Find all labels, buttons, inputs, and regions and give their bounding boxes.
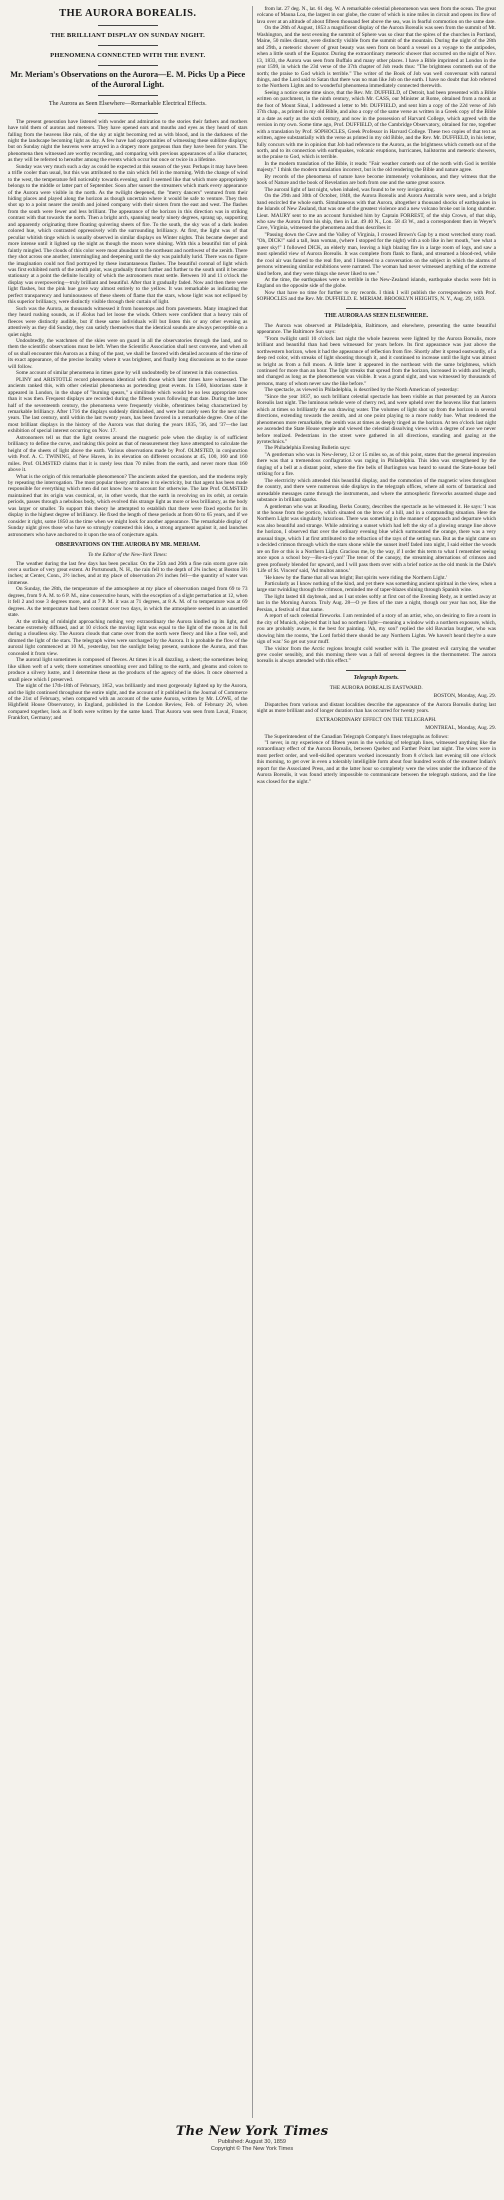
paragraph: On the 29th and 30th of October, 1848, the Aurora Borealis and Aurora Australis were seen, and a bright band encircled the whole earth. Simultaneous with that Aurora, altogether a thousand shocks of earthquakes in the Islands of New Zealand, that was one of the greatest violence and a new volcano broke out in long slumber. Lieut. MAURY sent to me an account furnished him by Captain FORREST, of the ship Crown, of that ship, who saw the Aurora from his ship, then in Lat. 49 40 N., Lon. 58 43 W., and a correspondent then in Weyer's Cave, Virginia, witnessed the phenomena and thus describes it: (256, 193, 496, 232)
paragraph: Sunday was very much such a day as could be expected at this season of the year. Perhaps it may have been a trifle cooler than usual, but this was attributed to the rain which fell in the morning. With the change of wind to the west, the temperature fell noticeably towards evening, until it seemed like that which more appropriately belongs to the middle or latter part of September. Soon after sunset the streamers which mark every appearance of the Aurora were visible in the north. As the twilight deepened, the "merry dancers" ventured from their hiding places and played along the horizon as though uncertain where it would be safe to venture. They then shot up to a point nearer the zenith and joined company with their sisters from the east and west. The flashes from the south were fewer and less brilliant. The appearance of the horizon in this direction was in striking contrast with that towards the north. Then a bright arch, spanning nearly ninety degrees, sprang up, supporting and apparently originating three floating quivering sheets of fire. To the south, the sky was of a dark leaden colored hue, which contrasted oppressively with the surrounding brilliancy. At first, the light was of that peculiar whitish tinge which is usually observed in similar displays on Winter nights. This became deeper and more intense until it lighted up the night as though the moon were shining. With this a beautiful tint of pink faintly mingled. The clouds of this color were most abundant to the northeast and northwest of the zenith. There they shot across one another, intermingling and deepening until the sky was painfully lurid. There was no figure the imagination could not find portrayed by these instantaneous flashes. The beautiful coronal of light which was first exhibited north of the zenith point, was gradually thrust further and further to the south until it became stationary at a point the definite locality of which the astronomers must settle. Between 10 and 11 o'clock the display was overpowering—truly brilliant and beautiful. After that it gradually faded. Now and then there were light flashes, but the pink hue gave way almost entirely to the yellow. It was remarkable as indicating the perfect transparency and luminousness of these sheets of flame that the stars, whose light was not eclipsed by this superior brilliancy, were distinctly visible through their curtain of light. (8, 163, 248, 306)
paragraph: The auroral light of last night, when inhaled, was found to be very invigorating. (264, 186, 435, 193)
letter-salutation: To the Editor of the New-York Times: (88, 552, 168, 559)
paragraph: The auroral light sometimes is composed of fleeces. At times it is all dazzling, a sheet; the sometimes being like silken weft of a web; there sometimes smoothing over and falling to the earth, and gleams and colors to produce a silvery lustre, and I determine these as the products of the agency of the skies. It once observed a small piece which I preserved. (8, 657, 248, 683)
paragraph: At the time, the earthquakes were so terrible in the New-Zealand islands, earthquake shocks were felt in England on the opposite side of the globe. (256, 277, 496, 290)
divider (98, 45, 158, 46)
paragraph: Astronomers tell us that the light centres around the magnetic pole when the display is of sufficient brilliancy to define the curve, and taking this point as that of measurement they have attempted to calculate the height of the sheets of light above the earth. Various observations made by Prof. OLMSTED, in conjunction with Prof. A. C. TWINING, of New Haven, in its elevation on different occasions at 45, 100, 160 and 160 miles. Prof. OLMSTED claims that it is rarely less than 70 miles from the earth, and never more than 160 above it. (8, 434, 248, 474)
paragraph: Particularly as I know nothing of the kind, and yet there was something ancient spiritual in the view, when a large star twinkling through the crimson, reminded me of taper-blazes shining through Spanish wine. (256, 580, 496, 594)
paragraph: The present generation have listened with wonder and admiration to the stories their fathers and mothers have told them of auroras and meteors. They have opened ears and mouths and eyes as they heard of stars falling from the heavens like rain, of the sky at night becoming red as with blood, and in the darkness of the night the landscape becoming light as day. A few have had opportunities of witnessing these sublime displays; but on Sunday night the heavens were arrayed in a drapery more gorgeous than they have been for years. The phenomena then witnessed are worthy recording, and comparing with previous appearances of a like character, as they will be referred to hereafter among the events which occur but once or twice in a lifetime. (8, 118, 248, 164)
divider (98, 65, 158, 66)
subhead-phenomena: PHENOMENA CONNECTED WITH THE EVENT. (50, 52, 206, 59)
publish-date: Published: August 30, 1859 (217, 2139, 287, 2145)
divider (346, 308, 406, 309)
copyright-notice: Copyright © The New York Times (210, 2146, 294, 2152)
section-heading-elsewhere: THE AURORA AS SEEN ELSEWHERE. (324, 312, 429, 319)
paragraph: A gentleman who was at Reading, Berks County, describes the spectacle as he witnessed it. He says: 'I was at the house from the portico, which situated on the brow of a hill, and in a commanding situation. Here the Northern Light was singularly luxurious. There was something in the manner of approach and departure which was also beautiful and strange. While admiring a sunset which had left the sky of a glowing orange line above the horizon, I observed that over the ordinary evening blue which surmounted the orange, there was a very unusual tinge, which I at first attributed to the refraction of the rays of the setting sun. But as the night came on a decided crimson through which the stars shone while the sunset itself faded into night, I said either the woods are on fire or this is a Northern Light. Gracious me, by the way, if I order this term to what I remember seeing once upon a school boy—Bo-ra-ri-yan!' The tenor of the canopy, the streaming alternations of crimson and green profusely blended for upward, and I will pass them over with a brief notice as the old monk in the Dale's 'Life of St. Vincent' said, 'Ad multos annos.' (256, 503, 496, 575)
paragraph: The light lasted till daybreak, and as I sat stoles softly at first out of the Evening Redy, as it settled away at last in the Morning Aurora. Truly Aug. 28—O ye fires of the rare a night, though our year has not, like the Persian, a festival of that name. (256, 593, 496, 613)
article-columns (8, 6, 496, 2118)
paragraph: "A gentleman who was in New-Jersey, 12 or 15 miles so, as of this point, states that the general impression there was that a tremendous conflagration was raging in Philadelphia. This idea was strengthened by the ringing of a bell at a distant point, where the fire bells of Burlington was heard to sound the State-house bell striking for a fire. (256, 451, 496, 478)
subhead: THE BRILLIANT DISPLAY ON SUNDAY NIGHT. (50, 32, 205, 39)
section-heading-extraordinary: EXTRAORDINARY EFFECT ON THE TELEGRAPH. (316, 716, 437, 723)
paragraph: 'He knew by the flame that all was bright; But spirits were riding the Northern Light.' (264, 574, 447, 581)
divider (98, 95, 158, 96)
telegraph2-body (257, 734, 497, 786)
article-column-left (8, 6, 248, 2118)
paragraph: Seeing a notice some time since, that the Rev. Mr. DUFFIELD, of Detroit, had been presented with a Bible written on parchment, in the ninth century, which Mr. CASS, our Minister at Rome, obtained from a monk at the foot of Mount Sinai, I addressed a letter to Mr. DUFFIELD, and sent him a copy of the 22d verse of Job 37th chap., as printed in my old Bible, and also a copy of the same verse as written in a Greek copy of the Bible at a date as early as the sixth century, and now in the possession of Harvard College, which agreed with the version in my own. Some time ago, Prof. DUFFIELD, of the Cambridge Observatory, obtained for me, together with a translation by Prof. SOPHOCLES, Greek Professor in Harvard College. These two copies of that text as written, agree substantially with the verse as printed in my old Bible, and the Rev. Mr. DUFFIELD, in his letter, fully concurs with me in opinion that Job had reference to the Aurora, as the brightness which cometh out of the north, and to its connection with earthquakes, volcanic eruptions, hurricanes, hailstorms and meteoric showers, as the praise to God, which is terrible. (256, 89, 496, 161)
article-body-right (257, 6, 497, 303)
paragraph: On Sunday, the 28th, the temperature of the atmosphere at my place of observation ranged from 69 to 73 degrees, from 9 A. M. to 6 P. M., nine consecutive hours, with the exception of a slight perturbation at 12, when it fell 2 and rose 3 degrees more, and at 7 P. M. it was at 71 degrees, at 8 A. M. of to temperature was at 69 degrees. As the temperature had been constant over two days, in which the atmosphere seemed in an unsettled state. (8, 586, 248, 619)
paragraph: from lat. 27 deg. N., lat. 61 deg. W. A remarkable celestial phenomenon was seen from the ocean. The great volcano of Mauna Loa, the largest in our globe, the crater of which is nine miles in circuit and opens its flow of lava over at an altitude of about fifteen thousand feet above the sea, was in fearful commotion on the same date. (256, 6, 496, 25)
paragraph: Some account of similar phenomena in times gone by will undoubtedly be of interest in this connection. (16, 370, 239, 377)
paragraph: At the striking of midnight approaching nothing very extraordinary the Aurora kindled up its light, and became extremely diffused, and at 10 o'clock the moving light was equal to the light of the moon at its full during a cloudless sky. The Aurora clouds that came over from the north were fleecy and like a fine veil, and dimmed the light of the stars. The telegraph wires were surcharged by the Aurora. It is probable the flow of the auroral light commenced at 10 M., yesterday, but the sunlight being present, outshone the Aurora, and thus concealed it from view. (8, 618, 248, 657)
divider (346, 670, 406, 671)
article-body-left (8, 119, 248, 538)
paragraph: By records of the phenomena of nature have become immensely voluminous, and they witness that the book of Nature and the book of Revelation are both from one and the same great source. (256, 173, 496, 187)
paragraph: What is the origin of this remarkable phenomenon? The ancients asked the question, and the moderns reply by repeating the interrogation. The most popular theory attributes it to electricity, but that agent has been made responsible for everything which men did not know how to account for otherwise. The late Prof. OLMSTED maintained that its origin was cosmical, or, in other words, that the earth in revolving on its orbit, at certain periods, passes through a nebulous body, which evolved this strange light as more or less brilliancy, as the body was larger or smaller. To support this theory he attempted to establish that there were fixed epochs for its display in the highest degree of brilliancy. He fixed the length of these periods at from 60 to 65 years, and if we consider it right, some 1850 as the time when we might look for another appearance. The remarkable display of Sunday night gives those who have so strongly contested this idea, a strong argument against it, and launches astronomers who have anchored to it upon the sea of conjecture again. (8, 473, 248, 538)
deck-elsewhere: The Aurora as Seen Elsewhere—Remarkable Electrical Effects. (48, 100, 207, 107)
divider (98, 25, 158, 26)
paragraph: Such was the Aurora, as thousands witnessed it from housetops and from pavements. Many imagined that they heard rushing sounds, as if Æolus had let loose the winds. Others were confident that a heavy rain of fleeces were distinctly audible, but if these same individuals will but listen this or any other evening as attentively as they did Sunday, they can satisfy themselves that the identical sounds are always perceptible on a quiet night. (8, 305, 248, 338)
telegraph2-dateline: MONTREAL, Monday, Aug. 29. (425, 725, 496, 732)
paragraph: The Superintendent of the Canadian Telegraph Company's lines telegraphs as follows: (264, 733, 449, 740)
paragraph: PLINY and ARISTOTLE record phenomena identical with those which later times have witnessed. The ancients ranked this, with other celestial phenomena as portending great events. In 1560, historians state it appeared in London, in the shape of "burning spears," a similitude which would be no less appropriate now than it was then. Frequent displays are recorded during the fifteen years following that date. During the latter half of the seventeenth century, the phenomena were frequently visible, oftentimes being characterized by remarkable brilliancy. After 1716 the displays suddenly diminished, and were but rarely seen for the next nine years. The last century, until within the last twenty years, has been favored in a remarkable degree. One of the most brilliant displays in the history of the Aurora was that during the years 1835, '36, and '37—the last exhibition of special interest occurring on Nov. 17. (8, 376, 248, 435)
telegraph-dateline: BOSTON, Monday, Aug. 29. (433, 693, 496, 700)
paragraph: The visitor from the Arctic regions brought cold weather with it. The greatest evil carrying the weather grew cooler sensibly, and this morning there was a fall of several degrees in the thermometer. The aurora borealis is always attended with this effect." (256, 645, 496, 665)
section-heading-observations: OBSERVATIONS ON THE AURORA BY MR. MERIAM. (55, 542, 201, 549)
paragraph: The night of the 17th-18th of February, 1852, was brilliantly and most gorgeously lighted up by the Aurora, and the light continued throughout the entire night, and the account of it published in the Journal of Commerce of the 21st of February, when compared with an account of the same Aurora, written by Mr. LOWE, of the Highfield House Observatory, in England, published in the London Review, Feb. of February 26, when compared together, look as if both were written by the same hand. That Aurora was seen from Laval, France; Frankfort, Germany; and (8, 683, 248, 722)
column-rule (252, 6, 253, 2118)
section-heading-telegraph: Telegraph Reports. (353, 674, 399, 681)
paragraph: "Passing down the Cave and the Valley of Virginia, I crossed Brown's Gap by a most wretched stony road. "Oh, DICK!" said a tall, lean woman, (where I stopped for the night) with a sob like in her mouth, "see what a queer sky!" I followed DICK, an elderly man, leaving a high blazing fire in a large room of logs, and saw a most splendid view of Aurora Borealis. It was complete from flank to flank, and streamed a blood-red, while the cool air was fanned to the real fire, and I listened to a conversation on the subject in which the alarms of persons witnessing similar exhibitions were narrated. The woman had never witnessed anything of the extreme kind before, and they were things she never liked to see." (256, 231, 496, 277)
paragraph: The spectacle, as viewed in Philadelphia, is described by the North American of yesterday: (264, 387, 459, 394)
paragraph: In the modern translation of the Bible, it reads: "Fair weather cometh out of the north with God is terrible majesty." I think the modern translation incorrect, but is the old rendering the Bible and nature agree. (256, 160, 496, 174)
paragraph: The Aurora was observed at Philadelphia, Baltimore, and elsewhere, presenting the same beautiful appearance. The Baltimore Sun says: (256, 322, 496, 336)
masthead-logo: The New York Times (175, 2124, 329, 2139)
paragraph: A report of such celestial fireworks. I am reminded of a story of an artist, who, on desiring to fire a room in the city of Munich, objected that it had no northern light—meaning a window with a northern exposure, which, you are probably aware, is the best for painting. 'Ah, my son!' replied the old Bavarian burgher, who was showing him the rooms, 'the Lord forbid there should be any Northern Lights. We haven't heard they're a sure sign of war.' So get out your muff. (256, 613, 496, 646)
paragraph: Now that have no time for further to my records. I think I will publish the correspondence with Prof. SOPHOCLES and the Rev. Mr. DUFFIELD. E. MERIAM. BROOKLYN HEIGHTS, N. Y., Aug. 29, 1859. (256, 289, 496, 303)
paragraph: Undoubtedly, the watchmen of the skies were on guard in all the observatories through the land, and to them the scientific observations must be left. When the Scientific Association shall next convene, and when all of us shall encounter this Aurora as a thing of the past, we shall be favored with detailed accounts of the time of its exact appearance, of the precise locality where it was brightest, and finally long discussions as to the cause will follow. (8, 338, 248, 370)
meriam-letter-body (8, 561, 248, 722)
paragraph: "From twilight until 10 o'clock last night the whole heavens were lighted by the Aurora Borealis, more brilliant and beautiful than had been witnessed for years before. Its first appearance was just above the northwestern horizon, when it had the appearance of reflection from fire. Shortly after it spread eastwardly, of a deep red color, with streaks of light shooting through it, and it continued to increase until the light was almost as bright as from a full moon. A little later it appeared in the northeast with the same brightness, which continued for more than an hour. The light streaks that spread from the horizon, increased in width and length, and changed as long as the phenomenon was visible. It was a grand sight, and was witnessed by thousands of persons, many of whom never saw the like before." (256, 335, 496, 387)
telegraph-body (257, 702, 497, 715)
paragraph: The Philadelphia Evening Bulletin says: (264, 445, 351, 452)
paragraph: Dispatches from various and distant localities describe the appearance of the Aurora Borealis during last night as more brilliant and of longer duration than has occurred for twenty years. (256, 701, 496, 715)
paragraph: "I never, in my experience of fifteen years in the working of telegraph lines, witnessed anything like the extraordinary effect of the Aurora Borealis, between Quebec and Farther Point last night. The wires were in most perfect order, and well-skilled operators worked incessantly from 8 o'clock last evening till one o'clock this morning, to get over in even a tolerably intelligible form about four hundred words of the steamer Indian's report for the Associated Press, and at the latter hour so completely were the wires under the influence of the Aurora Borealis, it was found utterly impossible to communicate between the telegraph stations, and the line was closed for the night." (256, 740, 496, 785)
deck-meriam: Mr. Meriam's Observations on the Aurora—E. M. Picks Up a Piece of the Auroral Light. (10, 70, 246, 89)
paragraph: On the 28th of August, 1853 a magnificent display of the Aurora Borealis was seen from the summit of Mt. Washington, and the next evening the summit of Sphere was so clear that the spires of the churches in Portland, Maine, 50 miles distant, were distinctly visible from the summit of the mountain. During the night of the 28th and 29th, a meteoric shower of great beauty was seen from on board a vessel on a voyage to the antipodes, when a little south of the Equator. During the extraordinary meteoric shower that occurred on the night of Nov. 13, 1833, the Aurora was seen from Buffalo and many other places. I have a Bible imprinted at London in the year 1599, in which the 23d verse of the 37th chapter of Job reads thus: "The brightness commeth out of the north; the praise to God which is terrible." The writer of the Book of Job was well conversant with natural things, and the Lord said to Satan that there was no man like Job on the earth. I have no doubt that Job referred to the Northern Lights and to wonderful phenomena immediately connected therewith. (256, 25, 496, 90)
headline: THE AURORA BOREALIS. (59, 8, 197, 19)
article-column-right (257, 6, 497, 2118)
paragraph: The weather during the last few days has been peculiar. On the 25th and 26th a fine rain storm gave rain over a surface of very great extent. At Portsmouth, N. H., the rain fell to the depth of 2¾ inches; at Boston 3½ inches; at Center, Conn., 2½ inches, and at my place of observation 2½ inches fell—the quantity of water was immense. (8, 560, 248, 586)
elsewhere-body (257, 323, 497, 665)
page-footer (0, 2124, 504, 2153)
paragraph: The electricity which attended this beautiful display, and the commotion of the magnetic wires throughout the country, and there were numerous side displays in the telegraph offices, where all sorts of fantastical and unreadable messages came through the instruments, and where the atmospheric fireworks assumed shape and substance in brilliant sparks. (256, 477, 496, 504)
paragraph: "Since the year 1837, no such brilliant celestial spectacle has been visible as that presented by an Aurora Borealis last night. The luminous nebule were of cherry red, and were upheld over the heavens like that lantern which at times so brilliantly the sun drawing water. The volumes of light shot up from the horizon in several directions, extending towards the zenith, and at one point playing to a more ruddy hue. What rendered the phenomenon more remarkable, the zenith was at times as deeply tinged as the horizon. At ten o'clock last night we ascended the State House steeple and viewed the celestial dissolving views with a degree of awe we never before realized. Pedestrians in the street were gathered in all directions, standing and gazing at the pyrotechnics." (256, 393, 496, 445)
telegraph-subhead: THE AURORA BOREALIS EASTWARD. (329, 684, 423, 691)
divider (98, 113, 158, 114)
